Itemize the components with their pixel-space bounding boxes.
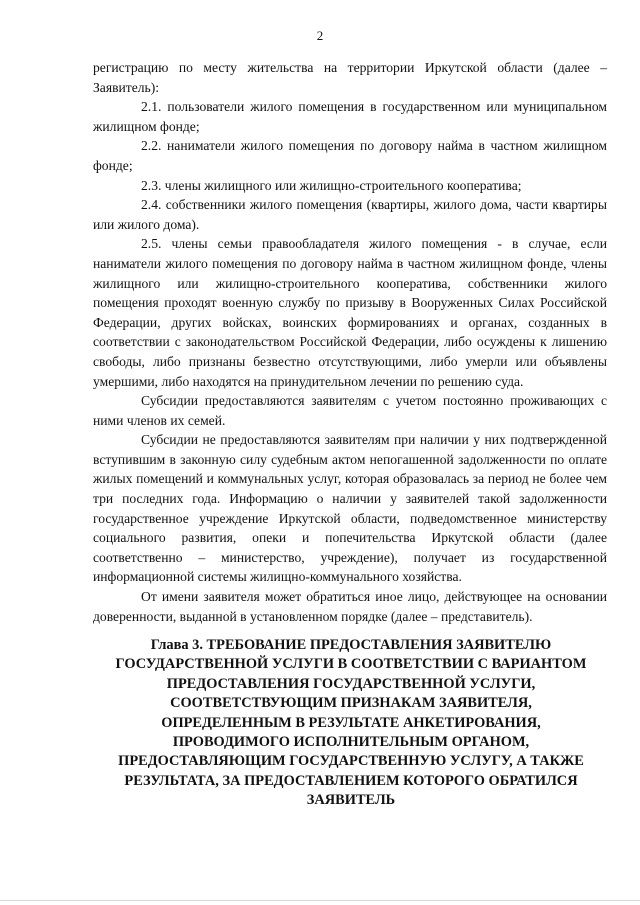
heading-line: ПРЕДОСТАВЛЯЮЩИМ ГОСУДАРСТВЕННУЮ УСЛУГУ, А ТАКЖЕ (118, 753, 584, 770)
paragraph-subsidies-provided: Субсидии предоставляются заявителям с учетом постоянно проживающих с ними членов их семей. (93, 393, 607, 428)
heading-line: ЗАЯВИТЕЛЬ (306, 792, 396, 809)
page-number: 2 (316, 28, 324, 43)
paragraph-0: регистрацию по месту жительства на территории Иркутской области (далее – Заявитель): (93, 60, 607, 95)
paragraph-representative: От имени заявителя может обратиться иное лицо, действующее на основании доверенности, выданной в установленном порядке (далее – представитель). (93, 589, 607, 624)
paragraph-item-2-5: 2.5. члены семьи правообладателя жилого помещения - в случае, если наниматели жилого помещения по договору найма в частном жилищном фонде, члены жилищного или жилищно-строительного кооператива, собственники жилого помещения проходят военную службу по призыву в Вооруженных Силах Российской Федерации, других войсках, воинских формированиях и органах, созданных в соответствии с законодательством Российской Федерации, либо осуждены к лишению свободы, либо признаны безвестно отсутствующими, либо умерли или объявлены умершими, либо находятся на принудительном лечении по решению суда. (93, 236, 607, 389)
document-body (93, 58, 607, 626)
chapter-heading (96, 636, 606, 811)
paragraph-item-2-2: 2.2. наниматели жилого помещения по договору найма в частном жилищном фонде; (93, 138, 607, 173)
heading-line: СООТВЕТСТВУЮЩИМ ПРИЗНАКАМ ЗАЯВИТЕЛЯ, (170, 695, 532, 712)
heading-line: РЕЗУЛЬТАТА, ЗА ПРЕДОСТАВЛЕНИЕМ КОТОРОГО ОБРАТИЛСЯ (124, 772, 578, 789)
paragraph-item-2-4: 2.4. собственники жилого помещения (квартиры, жилого дома, части квартиры или жилого дома). (93, 197, 607, 232)
heading-line: Глава 3. ТРЕБОВАНИЕ ПРЕДОСТАВЛЕНИЯ ЗАЯВИТЕЛЮ (150, 637, 552, 653)
heading-line: ПРОВОДИМОГО ИСПОЛНИТЕЛЬНЫМ ОРГАНОМ, (172, 734, 530, 751)
heading-line: ПРЕДОСТАВЛЕНИЯ ГОСУДАРСТВЕННОЙ УСЛУГИ, (166, 675, 536, 692)
scan-edge-line (0, 900, 640, 901)
paragraph-subsidies-not-provided: Субсидии не предоставляются заявителям при наличии у них подтвержденной вступившим в законную силу судебным актом непогашенной задолженности по оплате жилых помещений и коммунальных услуг, которая образовалась за период не более чем три последних года. Информацию о наличии у заявителей такой задолженности государственное учреждение Иркутской области, подведомственное министерству социального развития, опеки и попечительства Иркутской области (далее соответственно – министерство, учреждение), получает из государственной информационной системы жилищно-коммунального хозяйства. (93, 432, 607, 585)
paragraph-item-2-1: 2.1. пользователи жилого помещения в государственном или муниципальном жилищном фонде; (93, 99, 607, 134)
heading-line: ГОСУДАРСТВЕННОЙ УСЛУГИ В СООТВЕТСТВИИ С ВАРИАНТОМ (115, 656, 587, 673)
heading-line: ОПРЕДЕЛЕННЫМ В РЕЗУЛЬТАТЕ АНКЕТИРОВАНИЯ, (161, 714, 541, 731)
paragraph-item-2-3: 2.3. члены жилищного или жилищно-строительного кооператива; (141, 177, 522, 193)
